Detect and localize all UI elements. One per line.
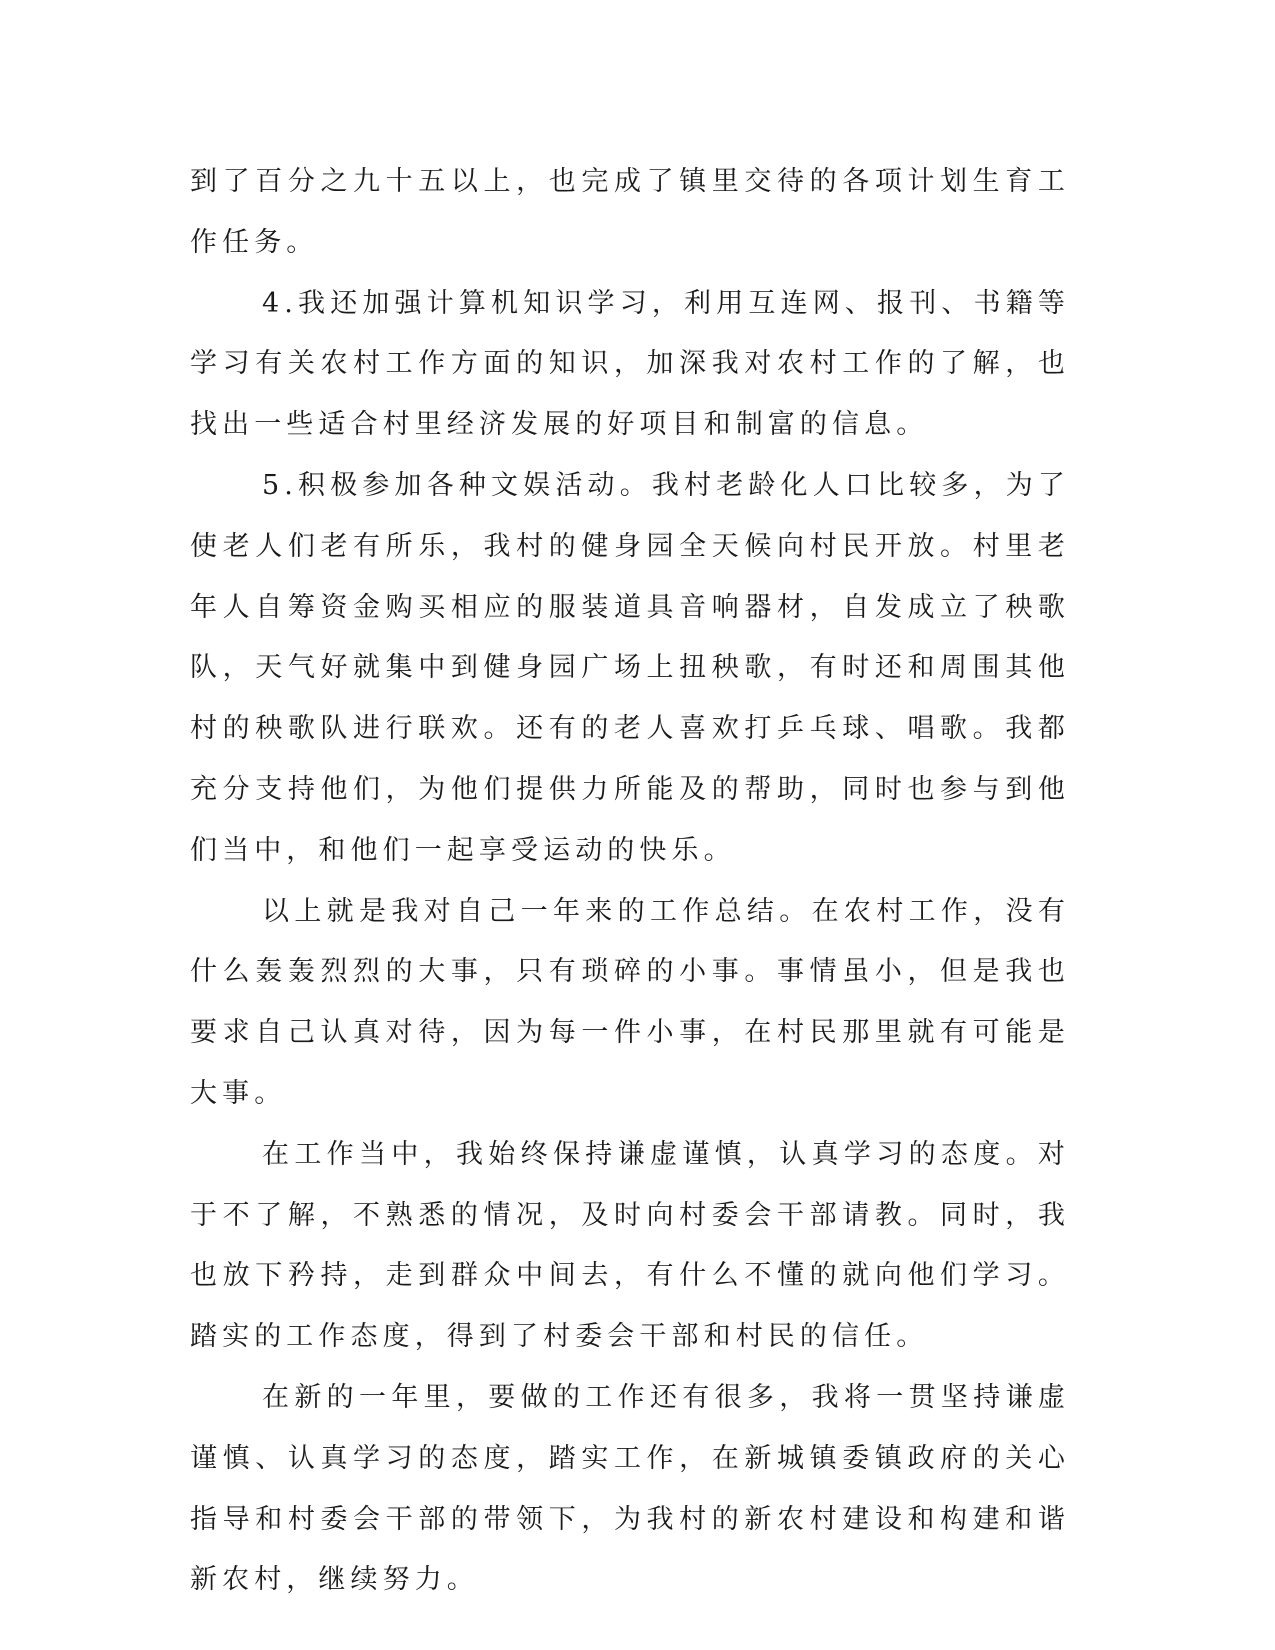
paragraph-work-attitude: 在工作当中，我始终保持谦虚谨慎，认真学习的态度。对于不了解，不熟悉的情况，及时向村委会干部请教。同时，我也放下矜持，走到群众中间去，有什么不懂的就向他们学习。踏实的工作态度，得到了村委会干部和村民的信任。 <box>190 1138 1070 1353</box>
paragraph-new-year-outlook: 在新的一年里，要做的工作还有很多，我将一贯坚持谦虚谨慎、认真学习的态度，踏实工作，在新城镇委镇政府的关心指导和村委会干部的带领下，为我村的新农村建设和构建和谐新农村，继续努力。 <box>190 1381 1070 1596</box>
document-body <box>190 152 1070 1611</box>
paragraph-summary: 以上就是我对自己一年来的工作总结。在农村工作，没有什么轰轰烈烈的大事，只有琐碎的小事。事情虽小，但是我也要求自己认真对待，因为每一件小事，在村民那里就有可能是大事。 <box>190 895 1070 1109</box>
paragraph-family-planning-continued: 到了百分之九十五以上，也完成了镇里交待的各项计划生育工作任务。 <box>190 166 1070 258</box>
paragraph-computer-learning: 4.我还加强计算机知识学习，利用互连网、报刊、书籍等学习有关农村工作方面的知识，加深我对农村工作的了解，也找出一些适合村里经济发展的好项目和制富的信息。 <box>190 287 1070 441</box>
paragraph-cultural-activities: 5.积极参加各种文娱活动。我村老龄化人口比较多，为了使老人们老有所乐，我村的健身园全天候向村民开放。村里老年人自筹资金购买相应的服装道具音响器材，自发成立了秧歌队，天气好就集中到健身园广场上扭秧歌，有时还和周围其他村的秧歌队进行联欢。还有的老人喜欢打乒乓球、唱歌。我都充分支持他们，为他们提供力所能及的帮助，同时也参与到他们当中，和他们一起享受运动的快乐。 <box>190 469 1070 866</box>
